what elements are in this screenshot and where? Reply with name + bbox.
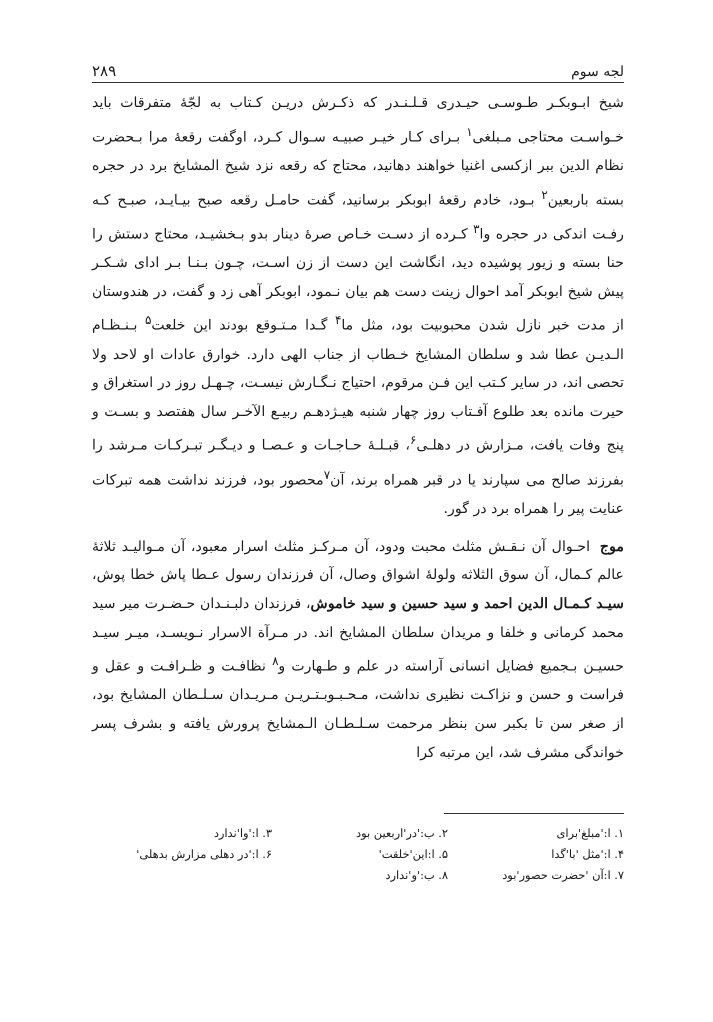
- p2-text-2: ، فرزندان دلبـنـدان حـضـرت میر سید محمد کرمانی و خلفا و مریدان سلطان المشایخ اند. در مـرآة الاسرار نـویسـد، میـر سیـد حسیـن بـجمیع فضایل انسانی آراسته در علم و طـهارت و: [92, 595, 624, 675]
- footnote-ref-1: ۱: [466, 124, 473, 139]
- p1-line-14: می سپارند یا در قبر همراه برند، آن: [330, 472, 546, 489]
- p1-line-15: پیر را همراه برد در گور.: [443, 501, 585, 518]
- footnote-ref-5: ۵: [144, 313, 152, 328]
- p1-line-11: فـن مرقوم، احتیاج نـگـارش نیسـت، چـهـل روز در استغراق و حیرت مانده بعد طلوع: [92, 375, 624, 420]
- footnote-row: [92, 865, 624, 886]
- paragraph-1: [92, 89, 624, 524]
- p1-line-13b: ، قبـلـهٔ حـاجـات و عـصـا و دیـگـر تبـرکـات مـرشد را بفرزند صالح: [92, 438, 625, 489]
- p1-line-12: آفـتاب روز چهار شنبه هیـژدهـم ربیـع الآخـر سال هفتصد و بسـت و پنج وفات یافت،: [92, 403, 625, 455]
- p1-line-4: برد در حجره بسته باربعین: [92, 157, 624, 209]
- section-lead-word: موج: [599, 538, 624, 555]
- p1-line-4b: بـود، خادم رقعهٔ ابوبکر برسانید، گفت حامـل رقعه صبح: [197, 192, 542, 209]
- p2-text-3: نظافـت و ظـرافـت و عقل و فراست و حسن و نزاکـت نظیری نداشت، مـحـبـوبـتـریـن مـریـدان سـلـطان المشایخ بود، از صغر سن تا بکبر سن بنظر مرحمت سـلـطـان الـمشایخ پرورش یافته و بشرف پسر خواندگی مشرف شد، این مرتبه کرا: [92, 658, 624, 761]
- footnote-rule: [444, 813, 624, 814]
- footnote-ref-3: ۳: [473, 221, 480, 236]
- p1-line-13: مـزارش در دهلـی: [416, 438, 524, 455]
- chapter-title: لجه سوم: [571, 64, 624, 80]
- footnote-8: ۸. ب:'و'ندارد: [385, 868, 448, 882]
- footnote-row: [92, 844, 624, 865]
- p2-text-1: احـوال آن نـقـش مثلث محبت ودود، آن مـرکـز مثلث اسرار معبود، آن مـوالیـد ثلاثهٔ عالم کـمال، آن سوق الثلاثه ولولهٔ اشواق وصال، آن فرزندان رسول عـطا پاش خطا پوش،: [92, 538, 624, 584]
- p1-line-9c: بـنـظـام الـدیـن عطا شد و سلطان المشایخ: [92, 318, 624, 363]
- footnote-1: ۱. ا:'مبلغ'برای: [556, 826, 624, 840]
- p1-line-10: خـطاب از جناب الهی دارد. خوارق عادات او لاحد ولا تحصی اند، در سایر کـتب این: [92, 346, 625, 392]
- header-rule: [92, 82, 624, 83]
- p1-line-5b: کـرده از دسـت خـاص صرهٔ دینار بدو: [249, 226, 474, 243]
- p1-line-14b: محصور بود، فرزند نداشت همه تبرکات عنایت: [92, 472, 624, 518]
- footnote-ref-7: ۷: [323, 467, 331, 482]
- footnote-3: ۳. ا:'وا'ندارد: [213, 826, 272, 840]
- p1-line-2: خـواسـت محتاجی مـبلغی: [472, 129, 624, 146]
- paragraph-2: [92, 533, 624, 767]
- footnote-6: ۶. ا:'در دهلی مزارش بدهلی': [136, 847, 272, 861]
- footnote-ref-8: ۸: [272, 654, 279, 669]
- p1-line-2b: بـرای کـار خیـر صبیـه سـوال کـرد، اوگفت رقعهٔ مرا: [148, 129, 467, 146]
- footnote-row: [92, 823, 624, 844]
- footnote-5: ۵. ا:این'خلقت': [378, 847, 448, 861]
- footnote-2: ۲. ب:'در'اربعین بود: [356, 826, 448, 840]
- p2-bold-names: سیـد کـمـال الدین احمد و سید حسین و سید خاموش: [310, 595, 624, 612]
- p1-line-6: بـخشیـد، محتاج دستش را حنا بسته و زیور پوشیده دید، انگاشت این دست از زن: [92, 226, 624, 272]
- p1-line-1: شیخ ابـوبکـر طـوسـی حیـدری قـلـنـدر که ذکـرش دریـن کـتاب به لجّهٔ متفرقات باید: [92, 95, 624, 111]
- p1-line-9b: گـدا مـتـوقع بودند این خلعت: [151, 318, 335, 335]
- p1-line-9: مثل ما: [341, 318, 384, 335]
- footnote-ref-4: ۴: [334, 313, 342, 328]
- footnotes: [92, 823, 624, 886]
- p1-line-5: بیـایـد، صبـح کـه رفـت اندکی در حجره وا: [92, 192, 624, 243]
- p1-line-7: اسـت، چـون بـنـا بـر ادای شـکـر پیش شیخ ابوبکر آمد احوال زینت دست هم بیان: [92, 255, 624, 300]
- running-header: [92, 58, 624, 80]
- footnote-4: ۴. ا:'مثل 'با'گدا: [551, 847, 624, 861]
- document-page: [92, 58, 625, 882]
- p1-line-8: نـمود، ابوبکر آهی زد و گفت، در هندوستان از مدت خبر نازل شدن محبوبیت بود،: [92, 283, 624, 335]
- p1-line-3: بـحضرت نظام الدین ببر ازکسی اغنیا خواهند دهانید، محتاج که رقعه نزد شیخ المشایخ: [92, 129, 624, 174]
- footnote-7: ۷. ا:آن 'حضرت حصور'بود: [502, 868, 624, 882]
- footnote-ref-6: ۶: [410, 433, 417, 448]
- page-number: ۲۸۹: [92, 62, 117, 80]
- footnote-ref-2: ۲: [541, 187, 548, 202]
